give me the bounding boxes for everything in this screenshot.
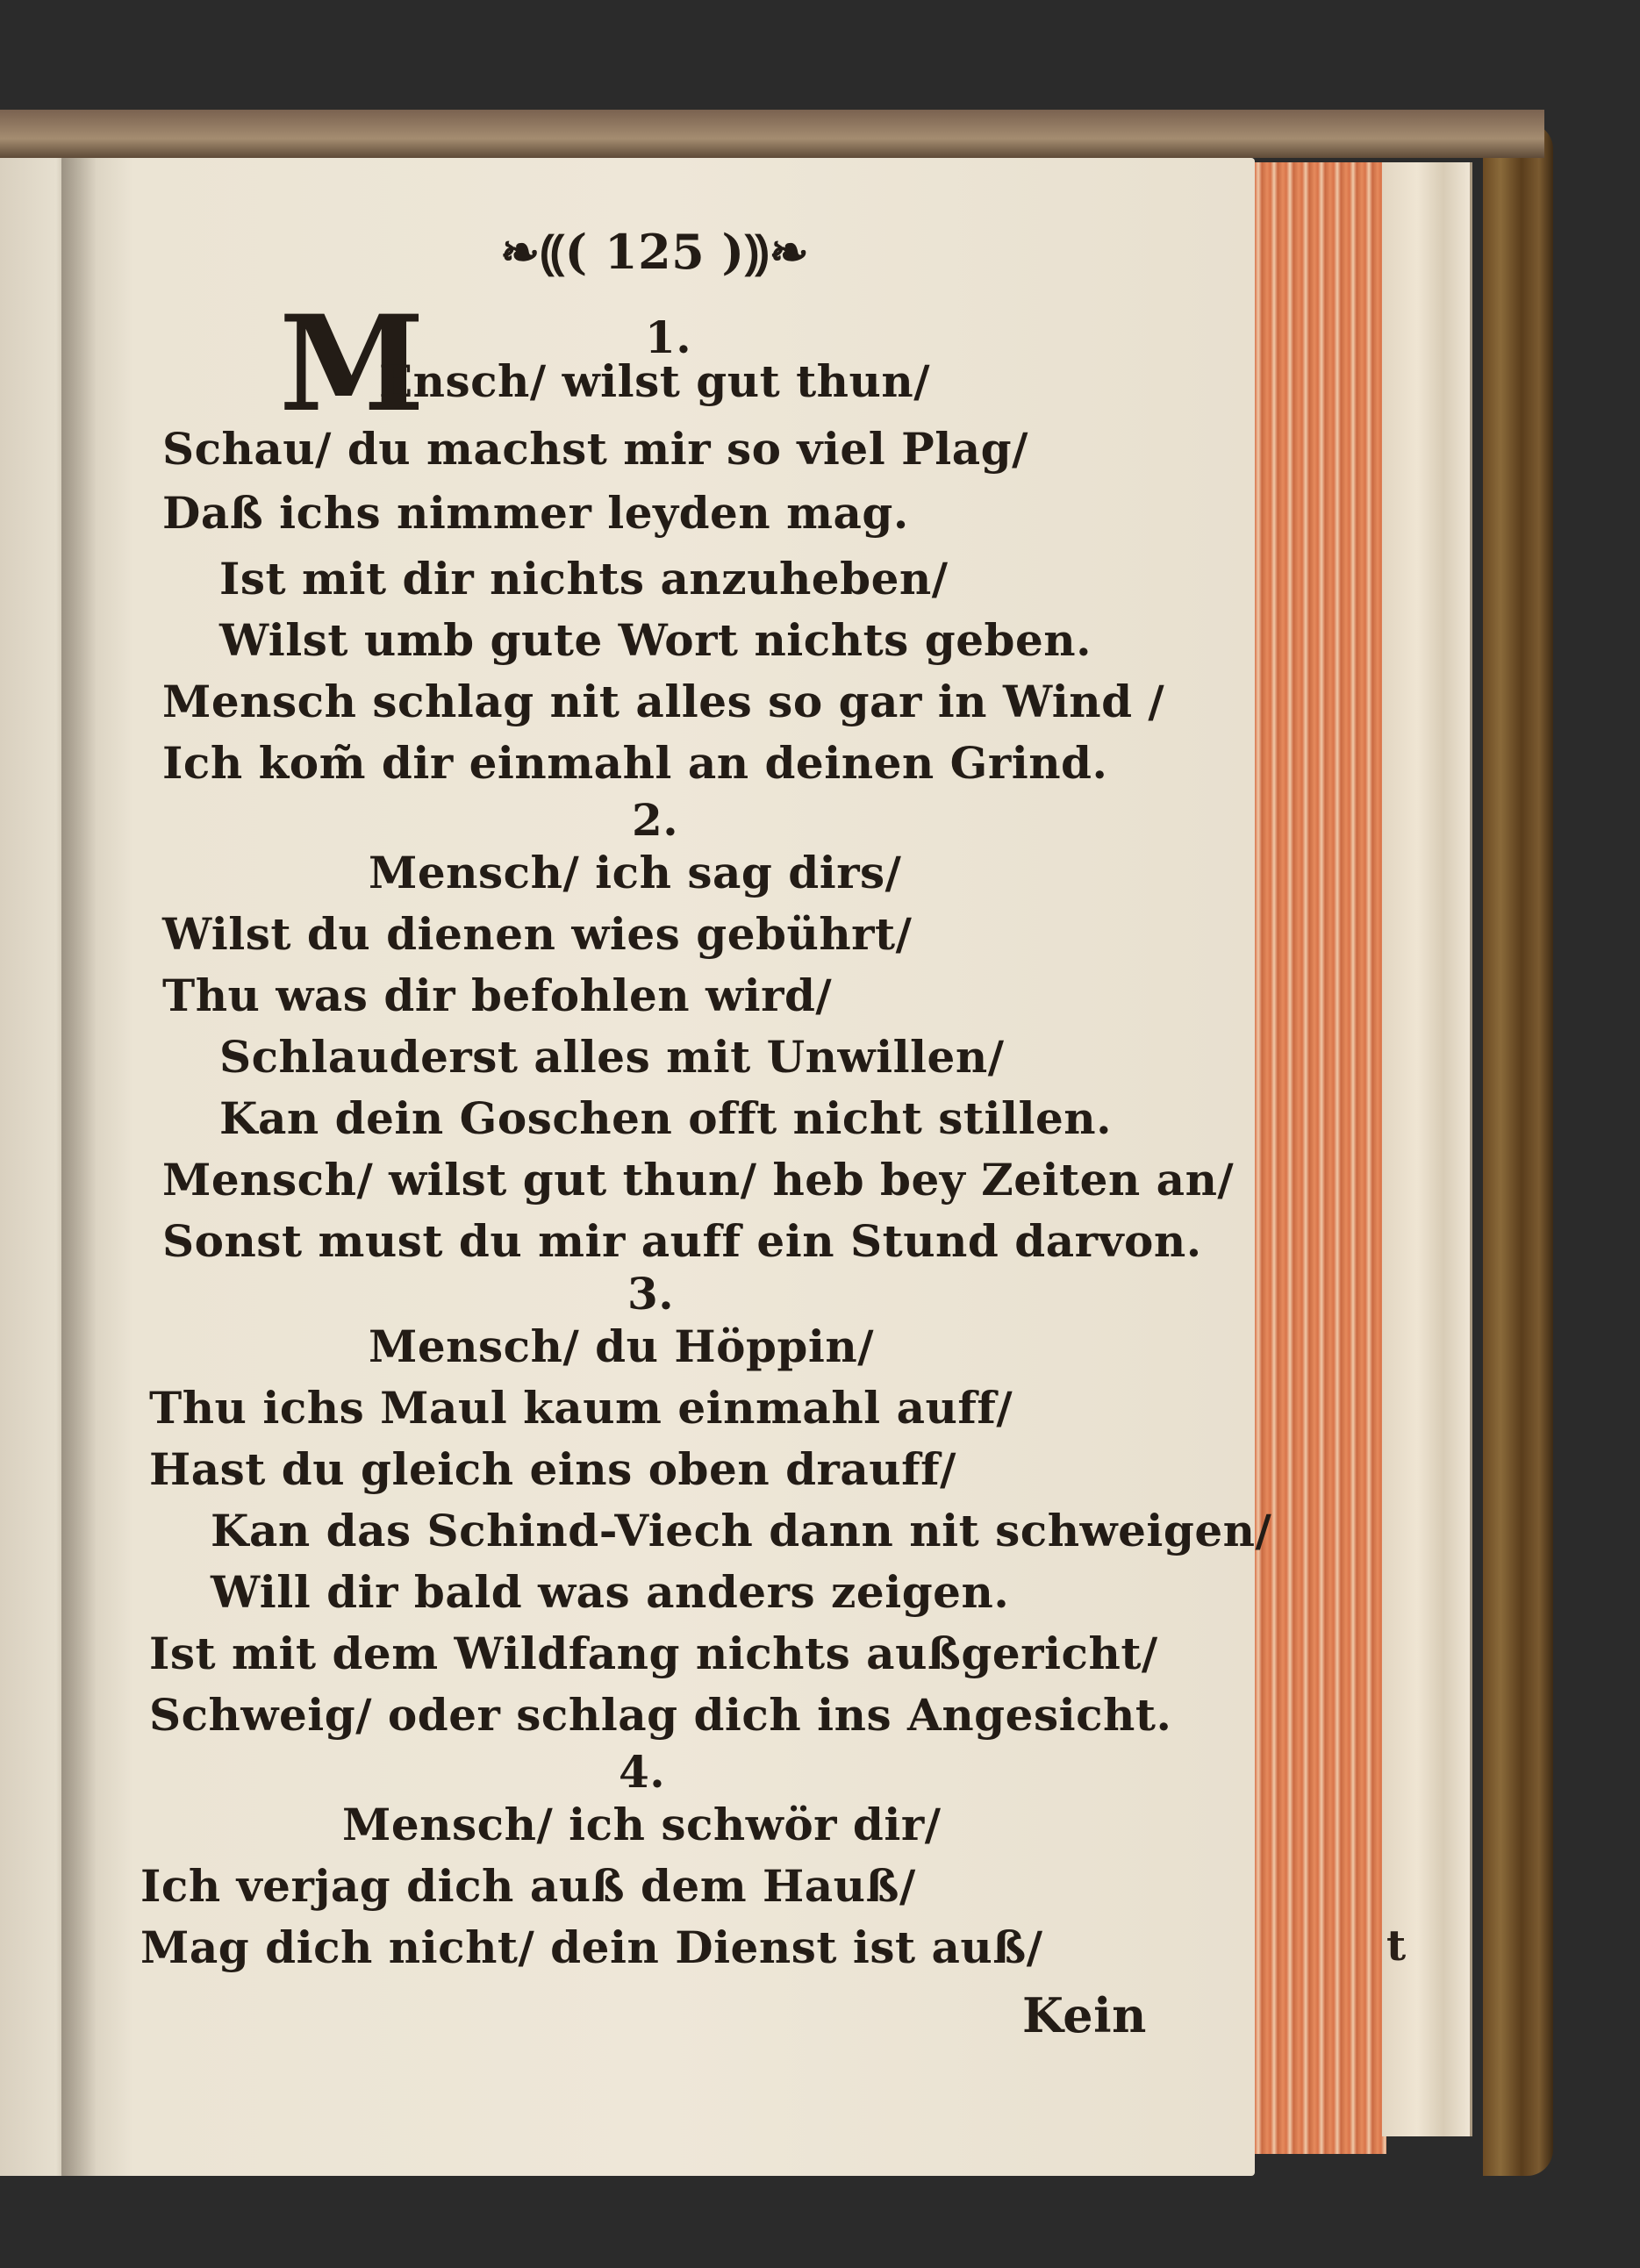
verse-line: Mensch/ du Höppin/	[369, 1320, 874, 1372]
stanza-number-3: 3.	[627, 1268, 675, 1320]
stanza-number-2: 2.	[632, 794, 679, 846]
verse-line: Hast du gleich eins oben drauff/	[149, 1443, 956, 1495]
drop-cap-initial: M	[279, 287, 426, 441]
book-cover-edge	[1483, 123, 1553, 2176]
verse-line: Wilst du dienen wies gebührt/	[162, 908, 913, 960]
verse-line: Mensch/ ich sag dirs/	[369, 847, 902, 898]
verse-line: Mensch schlag nit alles so gar in Wind /	[162, 676, 1165, 727]
verse-line: Schweig/ oder schlag dich ins Angesicht.	[149, 1689, 1172, 1741]
verse-line: Schau/ du machst mir so viel Plag/	[162, 423, 1028, 475]
gutter-shadow	[61, 158, 97, 2176]
verse-line: Daß ichs nimmer leyden mag.	[162, 487, 909, 539]
stanza-number-1: 1.	[645, 311, 692, 363]
verse-line: Ich verjag dich auß dem Hauß/	[140, 1860, 916, 1912]
verse-line: Ensch/ wilst gut thun/	[379, 355, 930, 407]
page-edges-white	[1382, 162, 1472, 2136]
verse-line: Sonst must du mir auff ein Stund darvon.	[162, 1215, 1202, 1267]
edge-letter: t	[1386, 1921, 1407, 1971]
page-number: ❧⸨( 125 )⸩❧	[500, 224, 810, 280]
verse-line: Ich kom̃ dir einmahl an deinen Grind.	[162, 737, 1108, 789]
catchword: Kein	[1022, 1987, 1147, 2043]
verse-line: Wilst umb gute Wort nichts geben.	[219, 614, 1092, 666]
verse-line: Ist mit dem Wildfang nichts außgericht/	[149, 1628, 1158, 1679]
verse-line: Will dir bald was anders zeigen.	[211, 1566, 1010, 1618]
verse-line: Ist mit dir nichts anzuheben/	[219, 553, 949, 605]
verse-line: Mensch/ wilst gut thun/ heb bey Zeiten an/	[162, 1154, 1235, 1206]
book-spine-top	[0, 110, 1544, 158]
verse-line: Mag dich nicht/ dein Dienst ist auß/	[140, 1921, 1043, 1973]
verse-line: Thu was dir befohlen wird/	[162, 969, 833, 1021]
verse-line: Kan dein Goschen offt nicht stillen.	[219, 1092, 1113, 1144]
verse-line: Thu ichs Maul kaum einmahl auff/	[149, 1382, 1013, 1434]
verse-line: Kan das Schind-Viech dann nit schweigen/	[211, 1505, 1272, 1556]
facing-page-edge	[0, 158, 70, 2176]
page-edges-red	[1246, 162, 1386, 2154]
stanza-number-4: 4.	[619, 1746, 666, 1798]
verse-line: Mensch/ ich schwör dir/	[342, 1799, 942, 1850]
verse-line: Schlauderst alles mit Unwillen/	[219, 1031, 1005, 1083]
